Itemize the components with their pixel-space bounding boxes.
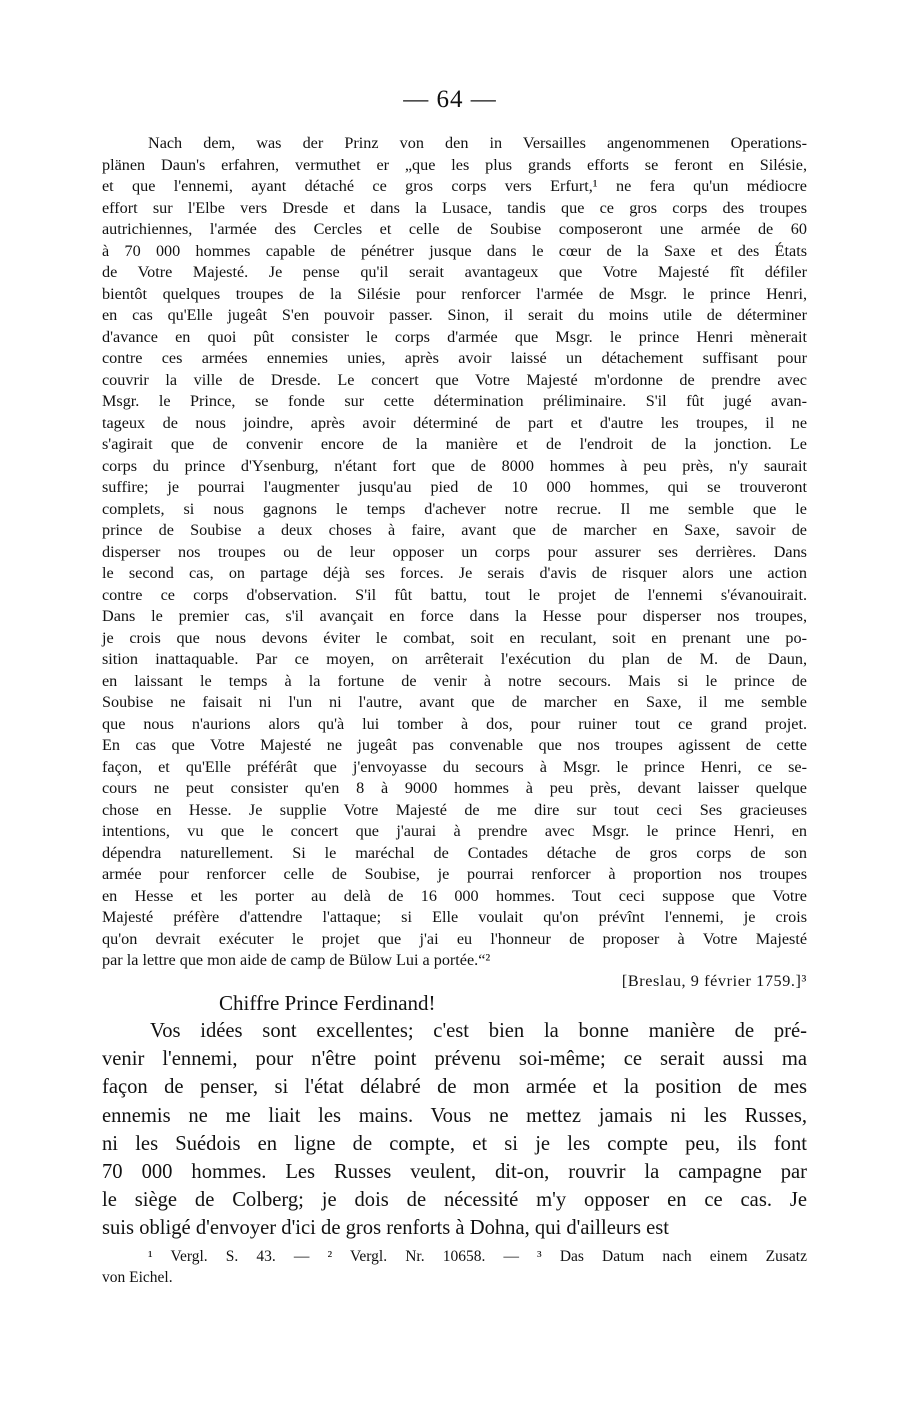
text-line: venir l'ennemi, pour n'être point prévenu soi-même; ce serait aussi ma [102, 1048, 807, 1071]
text-line: effort sur l'Elbe vers Dresde et dans la Lusace, tandis que ce gros corps des troupes [102, 198, 807, 217]
text-line: cours ne peut consister qu'en 8 à 9000 hommes à peu près, devant laisser quelque [102, 779, 807, 797]
text-line: à 70 000 hommes capable de pénétrer jusque dans le cœur de la Saxe et des États [102, 241, 807, 260]
text-line: suis obligé d'envoyer d'ici de gros renforts à Dohna, qui d'ailleurs est [102, 1217, 670, 1240]
text-line: que nous n'aurions alors qu'à lui tomber à dos, pour ruiner tout ce grand projet. [102, 714, 807, 733]
text-line: s'agirait que de convenir encore de la manière et de l'endroit de la jonction. Le [102, 435, 807, 453]
text-line: ennemis ne me liait les mains. Vous ne mettez jamais ni les Russes, [102, 1104, 807, 1127]
text-line: couvrir la ville de Dresde. Le concert que Votre Majesté m'ordonne de prendre avec [102, 370, 807, 389]
text-line: prince de Soubise a deux choses à faire, avant que de marcher en Saxe, savoir de [102, 521, 807, 539]
dateline: [Breslau, 9 février 1759.]³ [621, 972, 807, 990]
text-line: qu'on devrait exécuter le projet que j'ai eu l'honneur de proposer à Votre Majesté [102, 929, 807, 948]
text-line: contre ce corps d'observation. S'il fût battu, tout le projet de l'ennemi s'évanouirait. [102, 585, 807, 604]
text-line: sition inattaquable. Par ce moyen, on arrêterait l'exécution du plan de M. de Daun, [102, 650, 807, 668]
text-line: en Hesse et les porter au delà de 16 000 hommes. Tout ceci suppose que Votre [102, 886, 807, 905]
text-line: Nach dem, was der Prinz von den in Versailles angenommenen Operations- [148, 134, 807, 152]
text-line: bientôt quelques troupes de la Silésie pour renforcer l'armée de Msgr. le prince Henri, [102, 284, 807, 303]
text-line: chose en Hesse. Je supplie Votre Majesté de me dire sur tout ceci Ses gracieuses [102, 800, 807, 819]
text-line: en laissant le temps à la fortune de venir à notre secours. Mais si le prince de [102, 671, 807, 690]
text-line: Soubise ne faisait ni l'un ni l'autre, avant que de marcher en Saxe, il me semble [102, 693, 807, 711]
text-line: Vos idées sont excellentes; c'est bien la bonne manière de pré- [150, 1020, 807, 1042]
text-line: intentions, vu que le concert que j'aurai à prendre avec Msgr. le prince Henri, en [102, 822, 807, 840]
text-line: contre ces armées ennemies unies, après avoir laissé un détachement suffisant pour [102, 349, 807, 367]
text-line: façon de penser, si l'état délabré de mon armée et la position de mes [102, 1076, 807, 1099]
text-line: corps du prince d'Ysenburg, n'étant fort que de 8000 hommes à peu près, n'y saurait [102, 456, 807, 475]
text-line: disperser nos troupes ou de leur opposer un corps pour assurer ses derrières. Dans [102, 542, 807, 561]
text-line: 70 000 hommes. Les Russes veulent, dit-on, rouvrir la campagne par [102, 1161, 807, 1184]
text-line: Dans le premier cas, s'il avançait en force dans la Hesse pour disperser nos troupes, [102, 607, 807, 625]
letter-heading: Chiffre Prince Ferdinand! [219, 991, 436, 1015]
text-line: par la lettre que mon aide de camp de Bülow Lui a portée.“² [102, 951, 491, 969]
footnote-line: von Eichel. [102, 1269, 173, 1286]
text-line: en cas qu'Elle jugeât S'en pouvoir passer. Sinon, il serait du moins utile de déterminer [102, 306, 807, 324]
body-paragraph [102, 133, 807, 972]
text-line: de Votre Majesté. Je pense qu'il serait avantageux que Votre Majesté fît défiler [102, 263, 807, 281]
text-line: En cas que Votre Majesté ne jugeât pas convenable que nos troupes agissent de cette [102, 736, 807, 754]
text-line: Majesté préfère d'attendre l'attaque; si Elle voulait qu'on prévînt l'ennemi, je crois [102, 908, 807, 926]
text-line: je crois que nous devons éviter le combat, soit en reculant, soit en prenant une po- [102, 628, 807, 647]
letter-paragraph [102, 1017, 807, 1243]
text-line: suffire; je pourrai l'augmenter jusqu'au pied de 10 000 hommes, qui se trouveront [102, 478, 807, 496]
text-line: le second cas, on partage déjà ses forces. Je serais d'avis de risquer alors une action [102, 564, 807, 582]
page-number-header: — 64 — [403, 86, 497, 113]
footnotes [102, 1246, 807, 1288]
text-line: et que l'ennemi, ayant détaché ce gros corps vers Erfurt,¹ ne fera qu'un médiocre [102, 177, 807, 195]
text-line: dépendra naturellement. Si le maréchal de Contades détache de gros corps de son [102, 843, 807, 862]
text-line: armée pour renforcer celle de Soubise, je pourrai renforcer à proportion nos troupes [102, 865, 807, 883]
text-line: ni les Suédois en ligne de compte, et si je les compte peu, ils font [102, 1132, 807, 1155]
footnote-line: ¹ Vergl. S. 43. — ² Vergl. Nr. 10658. — ³ Das Datum nach einem Zusatz [148, 1248, 807, 1265]
text-line: tageux de nous joindre, après avoir déterminé de part et d'autre les troupes, il ne [102, 413, 807, 432]
text-line: autrichiennes, l'armée des Cercles et celle de Soubise composeront une armée de 60 [102, 220, 807, 238]
text-line: complets, si nous gagnons le temps d'achever notre recrue. Il me semble que le [102, 499, 807, 518]
text-line: façon, et qu'Elle préférât que j'envoyasse du secours à Msgr. le prince Henri, ce se- [102, 757, 807, 776]
text-line: d'avance en quoi pût consister le corps d'armée que Msgr. le prince Henri mènerait [102, 327, 807, 346]
text-line: plänen Daun's erfahren, vermuthet er „que les plus grands efforts se feront en Silésie, [102, 155, 807, 174]
text-line: Msgr. le Prince, se fonde sur cette détermination préliminaire. S'il fût jugé avan- [102, 392, 807, 410]
text-line: le siège de Colberg; je dois de nécessité m'y opposer en ce cas. Je [102, 1189, 807, 1212]
